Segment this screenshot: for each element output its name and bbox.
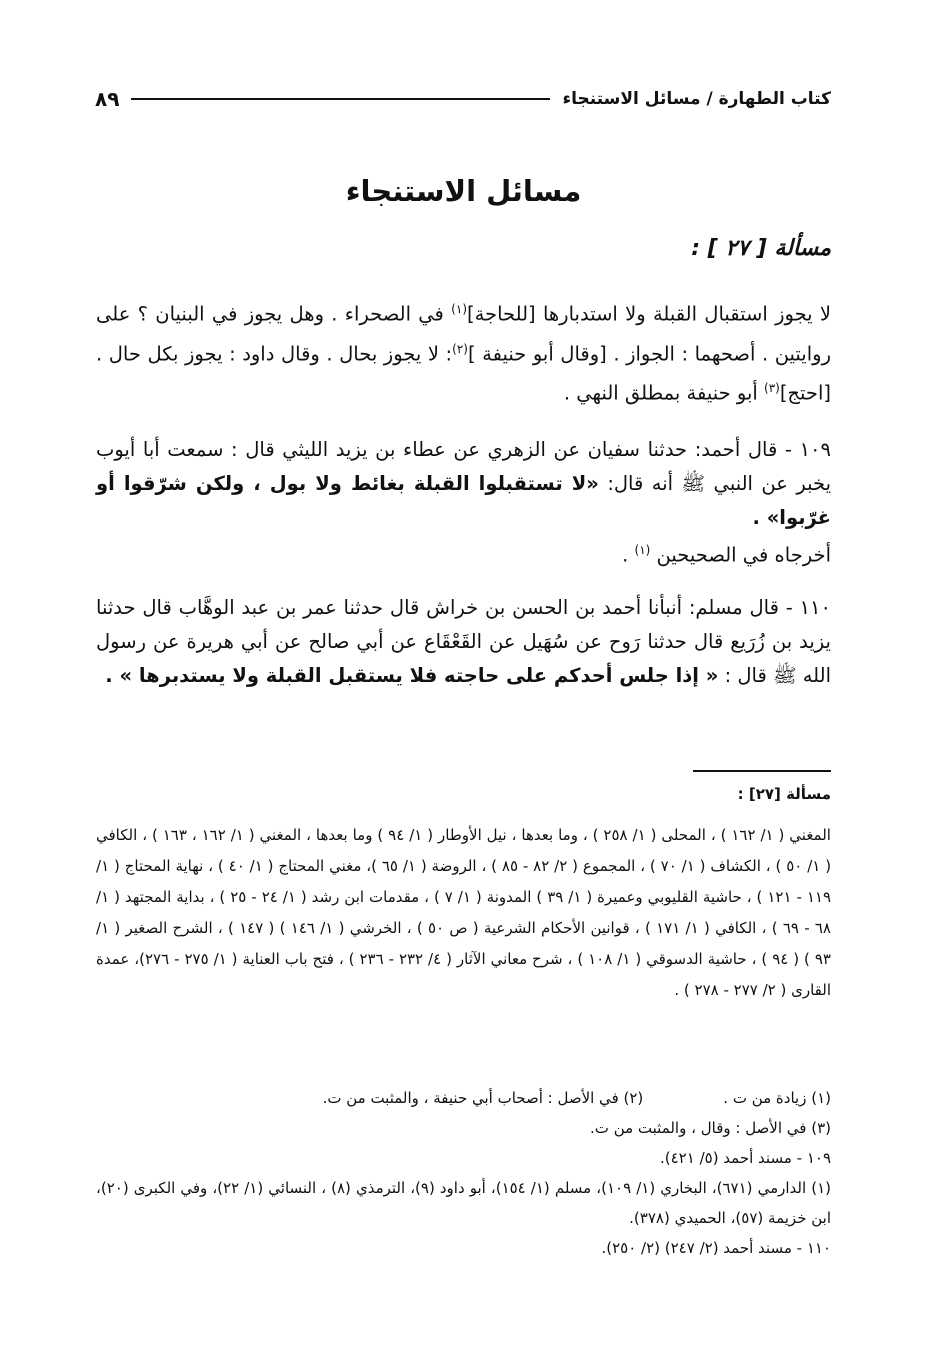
running-title: كتاب الطهارة / مسائل الاستنجاء [562, 89, 831, 109]
takhrij-text: أخرجاه في الصحيحين [650, 543, 831, 567]
footnote-sources: المغني ( ١/ ١٦٢ ) ، المحلى ( ١/ ٢٥٨ ) ، وما بعدها ، نيل الأوطار ( ١/ ٩٤ ) وما بعدها ، المغني ( ١/ ١٦٢ ، ١٦٣ ) ، الكافي ( ١/ ٥٠ ) ، الكشاف ( ١/ ٧٠ ) ، المجموع ( ٢/ ٨٢ - ٨٥ ) ، الروضة ( ١/ ٦٥ )، مغني المحتاج ( ١/ ٤٠ ) ، نهاية المحتاج ( ١/ ١١٩ - ١٢١ ) ، حاشية القليوبي وعميرة ( ١/ ٣٩ ) المدونة ( ١/ ٧ ) ، مقدمات ابن رشد ( ١/ ٢٤ - ٢٥ ) ، بداية المجتهد ( ١/ ٦٨ - ٦٩ ) ، الكافي ( ١/ ١٧١ ) ، قوانين الأحكام الشرعية ( ص ٥٠ ) ، الخرشي ( ١/ ١٤٦ ) ( ١٤٧ ) ، الشرح الصغير ( ١/ ٩٣ ) ( ٩٤ ) ، حاشية الدسوقي ( ١/ ١٠٨ ) ، شرح معاني الآثار ( ٤/ ٢٣٢ - ٢٣٦ ) ، فتح باب العناية ( ١/ ٢٧٥ - ٢٧٦)، عمدة القارى ( ٢/ ٢٧٧ - ٢٧٨ ) . [96, 826, 832, 999]
footnote-ref: (١) [451, 302, 467, 316]
footnote-separator [693, 770, 831, 772]
footnote-2: (٢) في الأصل : أصحاب أبي حنيفة ، والمثبت من ت. [322, 1089, 644, 1107]
chapter-title: مسائل الاستنجاء [345, 174, 582, 208]
hadith-matn: «لا تستقبلوا القبلة بغائط ولا بول ، ولكن شرّقوا أو غرّبوا» . [96, 472, 831, 529]
hadith-109 [96, 433, 831, 535]
footnote-list [96, 1083, 831, 1263]
hadith-isnad: ١٠٩ - قال أحمد: حدثنا سفيان عن الزهري عن عطاء بن يزيد الليثي قال : سمعت أبا أيوب يخبر عن النبي ﷺ أنه قال: [96, 438, 832, 495]
running-header [95, 84, 831, 114]
hadith-matn: « إذا جلس أحدكم على حاجته فلا يستقبل القبلة ولا يستدبرها » . [105, 664, 719, 687]
footnote-takhrij: (١) الدارمي (٦٧١)، البخاري (١/ ١٠٩)، مسلم (١/ ١٥٤)، أبو داود (٩)، الترمذي (٨) ، النسائي (١/ ٢٢)، وفي الكبرى (٢٠)، ابن خزيمة (٥٧)، الحميدي (٣٧٨). [96, 1179, 831, 1227]
footnote-ref: (٣) [764, 381, 780, 395]
hadith-isnad: ١١٠ - قال مسلم: أنبأنا أحمد بن الحسن بن خراش قال حدثنا عمر بن عبد الوهَّاب قال حدثنا يزيد بن زُرَيع قال حدثنا رَوح عن سُهَيل عن القَعْقَاع عن أبي صالح عن أبي هريرة عن رسول الله ﷺ قال : [96, 596, 831, 687]
paragraph-text: لا يجوز استقبال القبلة ولا استدبارها [للحاجة] [467, 302, 831, 326]
footnote-109: ١٠٩ - مسند أحمد (٥/ ٤٢١). [660, 1149, 831, 1167]
hadith-110 [96, 591, 831, 693]
header-rule [131, 98, 550, 100]
takhrij-line [96, 533, 831, 573]
paragraph-text: : لا يجوز بحال . وقال داود : يجوز بكل حال . [احتج] [96, 342, 831, 405]
paragraph-ruling [96, 292, 831, 411]
issue-label: مسألة [ ٢٧ ] : [691, 236, 831, 261]
page-number: ٨٩ [95, 87, 120, 111]
footnote-110: ١١٠ - مسند أحمد (٢/ ٢٤٧) (٢/ ٢٥٠). [601, 1239, 831, 1257]
footnote-1: (١) زيادة من ت . [723, 1089, 831, 1107]
takhrij-end: . [622, 543, 635, 567]
footnote-ref: (٢) [452, 341, 468, 356]
footnote-3: (٣) في الأصل : وقال ، والمثبت من ت. [590, 1119, 831, 1137]
footnote-ref: (١) [634, 543, 651, 557]
footnote-heading: مسألة [٢٧] : [737, 785, 831, 803]
footnote-row [96, 1083, 831, 1113]
paragraph-text: أبو حنيفة بمطلق النهي . [563, 381, 764, 405]
paragraph-text: في الصحراء . وهل يجوز في البنيان ؟ على روايتين . أصحهما : الجواز . [وقال أبو حنيفة ] [96, 302, 831, 365]
